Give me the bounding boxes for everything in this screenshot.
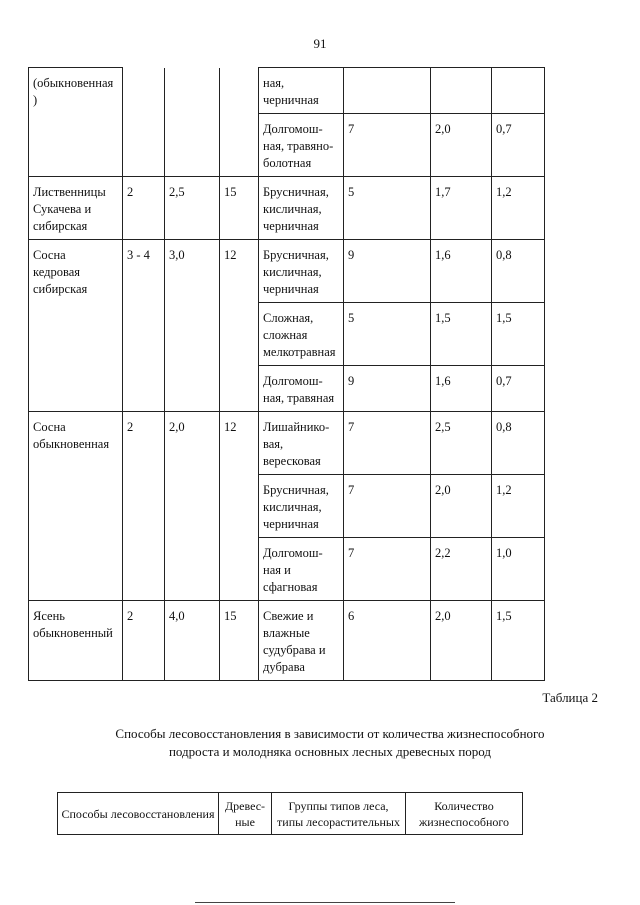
col8-cell: [492, 68, 545, 114]
table-row: [29, 68, 545, 114]
col7-cell: 2,0: [431, 601, 492, 681]
col4-cell: 15: [220, 601, 259, 681]
table-header-row: [58, 793, 523, 835]
reforestation-methods-table: [57, 792, 523, 835]
col6-cell: [344, 68, 431, 114]
species-cell: Лиственницы Сукачева и сибирская: [29, 177, 123, 240]
table-row: [29, 601, 545, 681]
col6-cell: 9: [344, 366, 431, 412]
col6-cell: 7: [344, 412, 431, 475]
col4-cell: [220, 68, 259, 114]
col4-cell: 12: [220, 240, 259, 303]
species-cell: Сосна кедровая сибирская: [29, 240, 123, 303]
col6-cell: 5: [344, 177, 431, 240]
header-species: Древес-ные: [219, 793, 272, 835]
col4-cell: [220, 366, 259, 412]
col2-cell: [123, 303, 165, 366]
forest-type-cell: ная, черничная: [259, 68, 344, 114]
col6-cell: 5: [344, 303, 431, 366]
header-quantity: Количество жизнеспособного: [406, 793, 523, 835]
col7-cell: 2,5: [431, 412, 492, 475]
col6-cell: 7: [344, 114, 431, 177]
col8-cell: 1,0: [492, 538, 545, 601]
col8-cell: 1,5: [492, 601, 545, 681]
col3-cell: [165, 68, 220, 114]
col2-cell: [123, 366, 165, 412]
col7-cell: 2,0: [431, 114, 492, 177]
col2-cell: [123, 538, 165, 601]
table-row: [29, 114, 545, 177]
col6-cell: 9: [344, 240, 431, 303]
forest-type-cell: Брусничная, кисличная, черничная: [259, 475, 344, 538]
page-number: 91: [313, 36, 327, 51]
col7-cell: 2,0: [431, 475, 492, 538]
col3-cell: [165, 366, 220, 412]
col8-cell: 0,8: [492, 240, 545, 303]
col2-cell: [123, 68, 165, 114]
col3-cell: 4,0: [165, 601, 220, 681]
species-cell: (обыкновенная ): [29, 68, 123, 114]
col3-cell: [165, 303, 220, 366]
forest-types-table-body: [29, 68, 545, 681]
col7-cell: 1,5: [431, 303, 492, 366]
col8-cell: 0,7: [492, 114, 545, 177]
header-methods: Способы лесовосстановления: [58, 793, 219, 835]
col4-cell: 15: [220, 177, 259, 240]
col4-cell: 12: [220, 412, 259, 475]
col8-cell: 1,2: [492, 177, 545, 240]
col4-cell: [220, 538, 259, 601]
forest-type-cell: Брусничная, кисличная, черничная: [259, 240, 344, 303]
col3-cell: [165, 538, 220, 601]
page-bottom-rule: [195, 902, 455, 903]
section-title: Способы лесовосстановления в зависимости от количества жизнеспособного подроста и молодняка основных лесных древесных пород: [115, 726, 545, 759]
col6-cell: 7: [344, 475, 431, 538]
table-row: [29, 412, 545, 475]
col3-cell: 2,0: [165, 412, 220, 475]
col7-cell: 1,7: [431, 177, 492, 240]
col4-cell: [220, 303, 259, 366]
col6-cell: 6: [344, 601, 431, 681]
col2-cell: 2: [123, 177, 165, 240]
forest-type-cell: Долгомош- ная, травяная: [259, 366, 344, 412]
col6-cell: 7: [344, 538, 431, 601]
forest-types-table: [28, 67, 545, 681]
table-row: [29, 538, 545, 601]
table-caption: Таблица 2: [542, 690, 598, 705]
forest-type-cell: Лишайнико- вая, вересковая: [259, 412, 344, 475]
col2-cell: 3 - 4: [123, 240, 165, 303]
species-cell: [29, 114, 123, 177]
col3-cell: [165, 475, 220, 538]
col7-cell: 1,6: [431, 366, 492, 412]
table-row: [29, 177, 545, 240]
table-row: [29, 303, 545, 366]
col3-cell: 2,5: [165, 177, 220, 240]
table-row: [29, 475, 545, 538]
col7-cell: 1,6: [431, 240, 492, 303]
col8-cell: 0,7: [492, 366, 545, 412]
species-cell: [29, 366, 123, 412]
species-cell: Ясень обыкновенный: [29, 601, 123, 681]
col2-cell: 2: [123, 412, 165, 475]
species-cell: Сосна обыкновенная: [29, 412, 123, 475]
col2-cell: 2: [123, 601, 165, 681]
col7-cell: 2,2: [431, 538, 492, 601]
col3-cell: 3,0: [165, 240, 220, 303]
col4-cell: [220, 475, 259, 538]
col2-cell: [123, 114, 165, 177]
species-cell: [29, 538, 123, 601]
col8-cell: 1,2: [492, 475, 545, 538]
col3-cell: [165, 114, 220, 177]
header-forest-types: Группы типов леса, типы лесорастительных: [272, 793, 406, 835]
col4-cell: [220, 114, 259, 177]
col8-cell: 0,8: [492, 412, 545, 475]
forest-type-cell: Свежие и влажные судубрава и дубрава: [259, 601, 344, 681]
col8-cell: 1,5: [492, 303, 545, 366]
forest-type-cell: Брусничная, кисличная, черничная: [259, 177, 344, 240]
species-cell: [29, 303, 123, 366]
forest-type-cell: Сложная, сложная мелкотравная: [259, 303, 344, 366]
forest-type-cell: Долгомош- ная, травяно- болотная: [259, 114, 344, 177]
forest-type-cell: Долгомош- ная и сфагновая: [259, 538, 344, 601]
table-row: [29, 240, 545, 303]
col7-cell: [431, 68, 492, 114]
table-row: [29, 366, 545, 412]
species-cell: [29, 475, 123, 538]
col2-cell: [123, 475, 165, 538]
